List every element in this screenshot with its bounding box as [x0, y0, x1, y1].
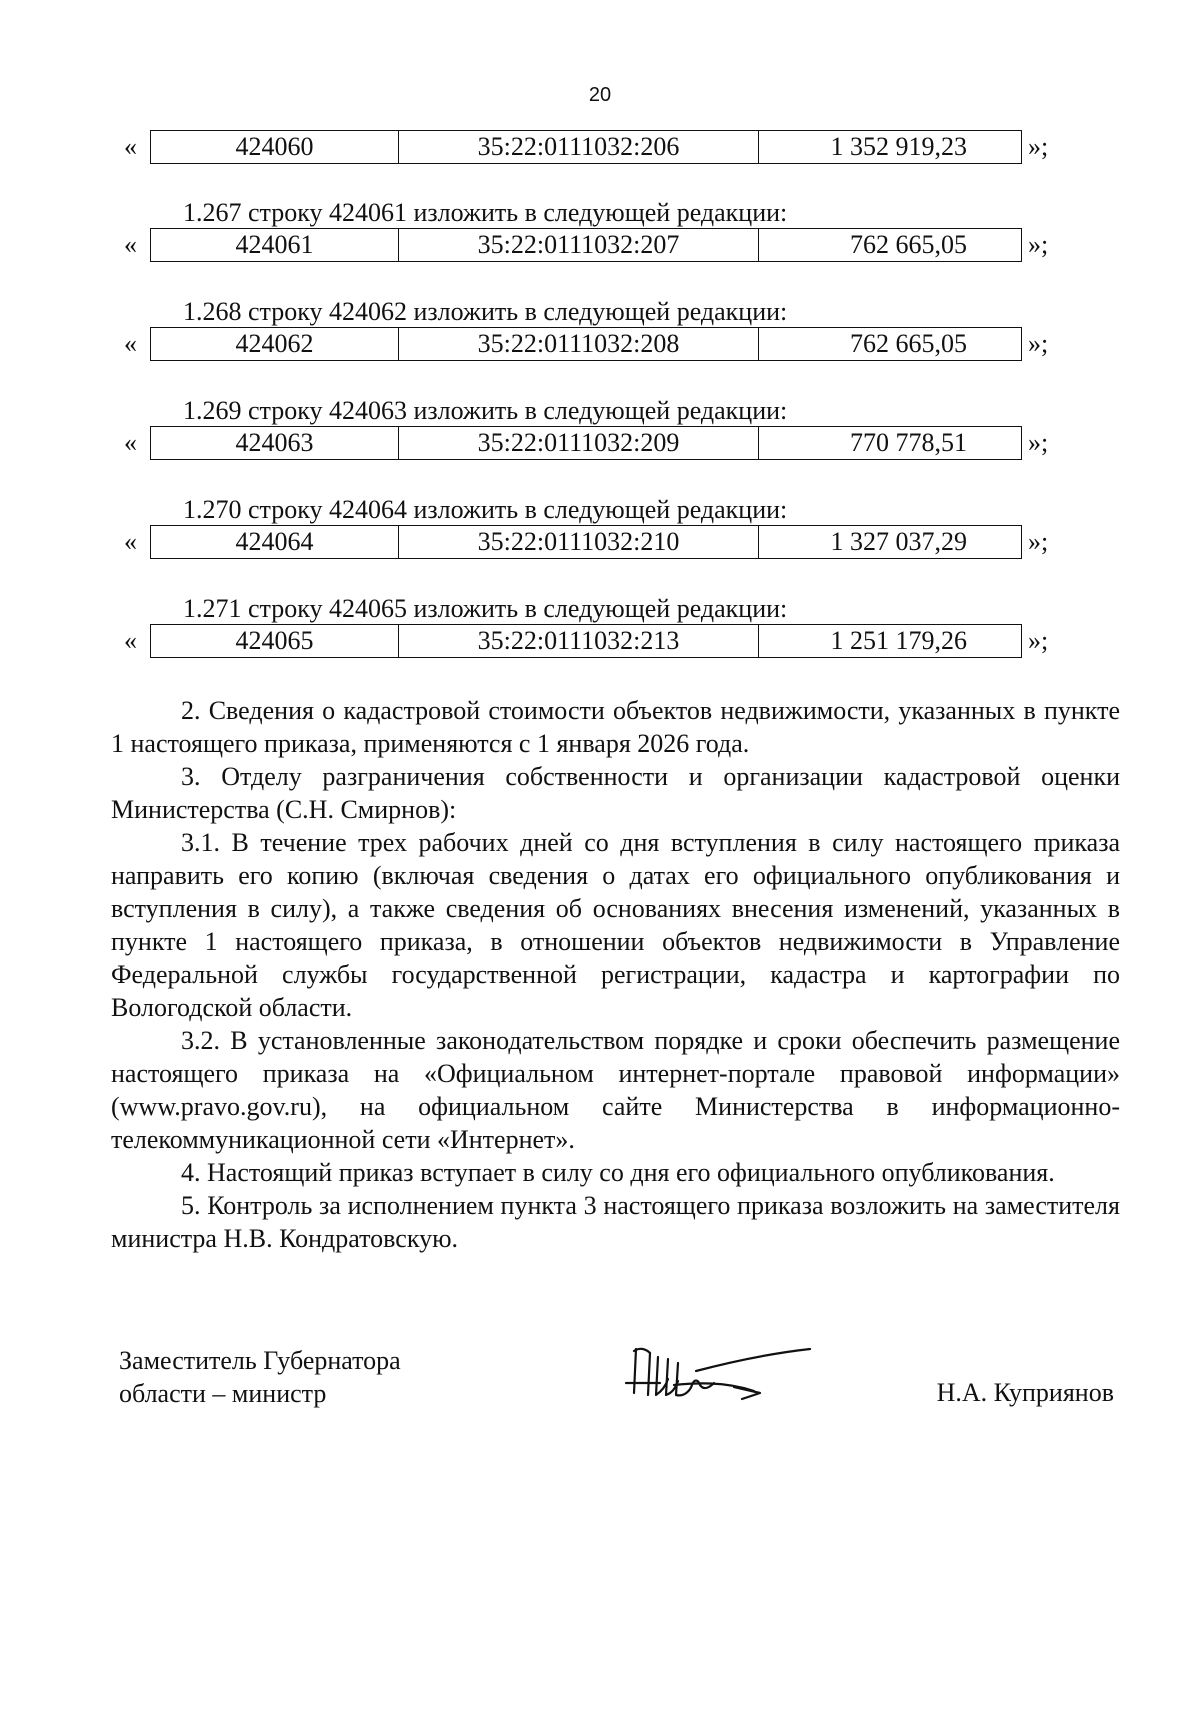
quote-close: »; [1028, 428, 1049, 457]
cadastral-value-cell: 762 665,05 [850, 329, 967, 358]
cadastral-number-cell: 35:22:0111032:209 [399, 427, 759, 459]
quote-open: « [124, 230, 137, 259]
table-row [0, 624, 1200, 658]
paragraph-5: 5. Контроль за исполнением пункта 3 настоящего приказа возложить на заместителя министра Н.В. Кондратовскую. [111, 1191, 1120, 1253]
row-number-cell: 424060 [151, 131, 399, 163]
signatory-title-line: области – министр [119, 1379, 327, 1408]
amendment-intro: 1.271 строку 424065 изложить в следующей редакции: [183, 594, 788, 623]
order-body [111, 694, 1120, 1255]
cadastral-number-cell: 35:22:0111032:206 [399, 131, 759, 163]
table-row [0, 130, 1200, 164]
row-number-cell: 424062 [151, 328, 399, 360]
table-row [0, 228, 1200, 262]
paragraph-2: 2. Сведения о кадастровой стоимости объектов недвижимости, указанных в пункте 1 настоящего приказа, применяются с 1 января 2026 года. [111, 696, 1120, 758]
row-number-cell: 424061 [151, 229, 399, 261]
cadastral-number-cell: 35:22:0111032:213 [399, 625, 759, 657]
quote-close: »; [1028, 626, 1049, 655]
table-row [0, 525, 1200, 559]
quote-close: »; [1028, 230, 1049, 259]
quote-open: « [124, 132, 137, 161]
table-row [0, 327, 1200, 361]
cadastral-number-cell: 35:22:0111032:208 [399, 328, 759, 360]
table-row-cells [150, 327, 1022, 361]
paragraph-3-1: 3.1. В течение трех рабочих дней со дня вступления в силу настоящего приказа направить его копию (включая сведения о датах его официального опубликования и вступления в силу), а также сведения об основаниях внесения изменений, указанных в пункте 1 настоящего приказа, в отношении объектов недвижимости в Управление Федеральной службы государственной регистрации, кадастра и картографии по Вологодской области. [111, 828, 1120, 1022]
cadastral-value-cell: 762 665,05 [850, 230, 967, 259]
quote-close: »; [1028, 527, 1049, 556]
quote-open: « [124, 626, 137, 655]
cadastral-value-cell: 1 251 179,26 [830, 626, 967, 655]
paragraph-3: 3. Отделу разграничения собственности и организации кадастровой оценки Министерства (С.Н. Смирнов): [111, 762, 1120, 824]
table-row-cells [150, 228, 1022, 262]
row-number-cell: 424065 [151, 625, 399, 657]
table-row [0, 426, 1200, 460]
amendment-intro: 1.268 строку 424062 изложить в следующей редакции: [183, 297, 788, 326]
quote-open: « [124, 527, 137, 556]
signatory-title-line: Заместитель Губернатора [119, 1346, 401, 1375]
cadastral-value-cell: 770 778,51 [850, 428, 967, 457]
page-number: 20 [588, 84, 612, 106]
quote-open: « [124, 329, 137, 358]
signatory-title [119, 1344, 401, 1410]
quote-open: « [124, 428, 137, 457]
amendment-intro: 1.269 строку 424063 изложить в следующей редакции: [183, 396, 788, 425]
paragraph-3-2: 3.2. В установленные законодательством порядке и сроки обеспечить размещение настоящего приказа на «Официальном интернет-портале правовой информации» (www.pravo.gov.ru), на официальном сайте Министерства в информационно-телекоммуникационной сети «Интернет». [111, 1026, 1120, 1154]
cadastral-value-cell: 1 352 919,23 [830, 132, 967, 161]
quote-close: »; [1028, 329, 1049, 358]
table-row-cells [150, 525, 1022, 559]
table-row-cells [150, 624, 1022, 658]
quote-close: »; [1028, 132, 1049, 161]
cadastral-number-cell: 35:22:0111032:207 [399, 229, 759, 261]
row-number-cell: 424063 [151, 427, 399, 459]
signature-image [614, 1335, 814, 1415]
signatory-name: Н.А. Куприянов [936, 1378, 1114, 1407]
amendment-intro: 1.270 строку 424064 изложить в следующей редакции: [183, 495, 788, 524]
paragraph-4: 4. Настоящий приказ вступает в силу со дня его официального опубликования. [181, 1158, 1055, 1187]
row-number-cell: 424064 [151, 526, 399, 558]
amendment-intro: 1.267 строку 424061 изложить в следующей редакции: [183, 198, 788, 227]
handwritten-signature [614, 1335, 814, 1420]
cadastral-value-cell: 1 327 037,29 [830, 527, 967, 556]
table-row-cells [150, 130, 1022, 164]
cadastral-number-cell: 35:22:0111032:210 [399, 526, 759, 558]
table-row-cells [150, 426, 1022, 460]
